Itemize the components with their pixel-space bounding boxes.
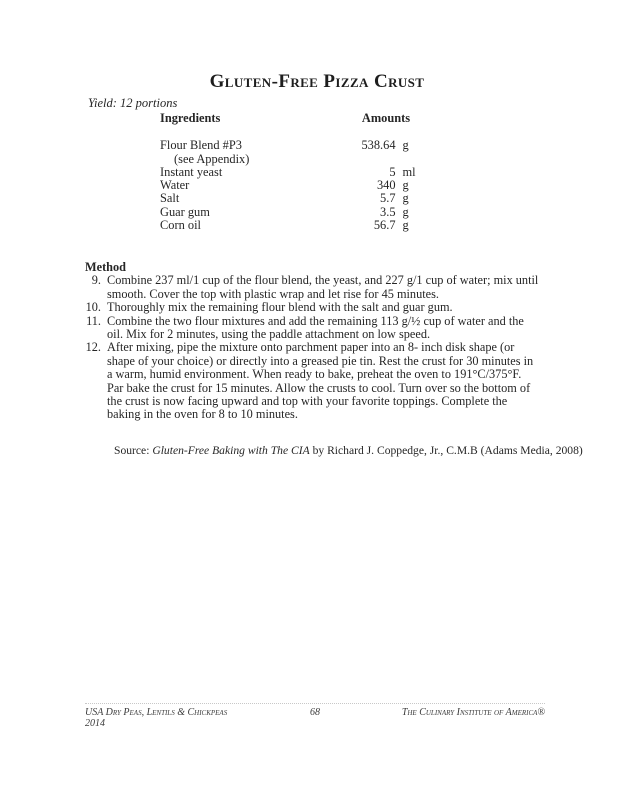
ingredient-row <box>160 166 422 179</box>
ingredient-note: (see Appendix) <box>174 151 250 166</box>
step-text: Thoroughly mix the remaining flour blend with the salt and guar gum. <box>107 300 453 315</box>
ingredient-name: Guar gum <box>160 204 210 219</box>
source-line <box>114 444 584 457</box>
ingredient-row <box>160 192 422 205</box>
method-step <box>85 274 539 301</box>
footer-publication-name: USA Dry Peas, Lentils & Chickpeas <box>85 707 228 718</box>
ingredient-name: Instant yeast <box>160 164 223 179</box>
footer-page-number: 68 <box>310 707 320 718</box>
method-step <box>85 341 539 421</box>
step-number: 9. <box>91 273 101 288</box>
ingredient-name: Flour Blend #P3 <box>160 138 242 153</box>
step-number: 12. <box>85 340 101 355</box>
column-header-amounts: Amounts <box>361 111 411 125</box>
ingredient-row <box>160 139 422 152</box>
footer-organization: The Culinary Institute of America® <box>401 707 545 718</box>
step-number: 10. <box>85 300 101 315</box>
ingredient-unit: g <box>402 138 409 153</box>
ingredient-unit: g <box>402 178 409 193</box>
ingredient-row <box>160 206 422 219</box>
ingredient-name: Water <box>160 178 190 193</box>
page-title: Gluten-Free Pizza Crust <box>209 71 425 92</box>
ingredient-amount: 3.5 <box>380 204 396 219</box>
column-header-ingredients: Ingredients <box>160 111 221 125</box>
ingredient-amount: 5 <box>389 164 396 179</box>
step-number: 11. <box>86 313 101 328</box>
ingredient-name: Salt <box>160 191 180 206</box>
ingredient-amount: 5.7 <box>380 191 396 206</box>
ingredient-unit: g <box>402 191 409 206</box>
step-text: Combine 237 ml/1 cup of the flour blend, the yeast, and 227 g/1 cup of water; mix until smooth. Cover the top with plastic wrap and let rise for 45 minutes. <box>107 273 539 301</box>
ingredients-header-row <box>160 112 422 125</box>
yield-note: Yield: 12 portions <box>88 96 178 110</box>
source-rest: by Richard J. Coppedge, Jr., C.M.B (Adams Media, 2008) <box>309 444 583 457</box>
footer-rule <box>85 703 545 704</box>
ingredient-row <box>160 219 422 232</box>
source-label: Source: <box>114 444 153 457</box>
method-step <box>85 301 539 314</box>
ingredient-unit: ml <box>402 164 416 179</box>
ingredient-row <box>160 179 422 192</box>
ingredients-table <box>160 112 422 232</box>
ingredient-unit: g <box>402 218 409 233</box>
method-section <box>85 261 539 422</box>
method-heading: Method <box>85 260 126 274</box>
step-text: Combine the two flour mixtures and add the remaining 113 g/½ cup of water and the oil. Mix for 2 minutes, using the paddle attachment on low speed. <box>107 313 524 342</box>
method-step <box>85 315 539 342</box>
ingredient-amount: 340 <box>376 178 396 193</box>
ingredient-name: Corn oil <box>160 218 201 233</box>
ingredient-amount: 538.64 <box>361 138 396 153</box>
ingredient-row-note <box>160 153 422 166</box>
ingredient-amount: 56.7 <box>373 218 396 233</box>
footer-publication <box>85 707 275 729</box>
step-text: After mixing, pipe the mixture onto parchment paper into an 8- inch disk shape (or shape of your choice) or directly into a greased pie tin. Rest the crust for 30 minutes in a warm, humid environment. When ready to bake, preheat the oven to 191°C/375°F. Par bake the crust for 15 minutes. Allow the crusts to cool. Turn over so the bottom of the crust is now facing upward and top with your favorite toppings. Complete the baking in the oven for 8 to 10 minutes. <box>107 340 534 422</box>
footer-year: 2014 <box>85 718 105 729</box>
page-footer <box>85 707 545 729</box>
source-book-title: Gluten-Free Baking with The CIA <box>152 444 310 457</box>
ingredient-unit: g <box>402 204 409 219</box>
